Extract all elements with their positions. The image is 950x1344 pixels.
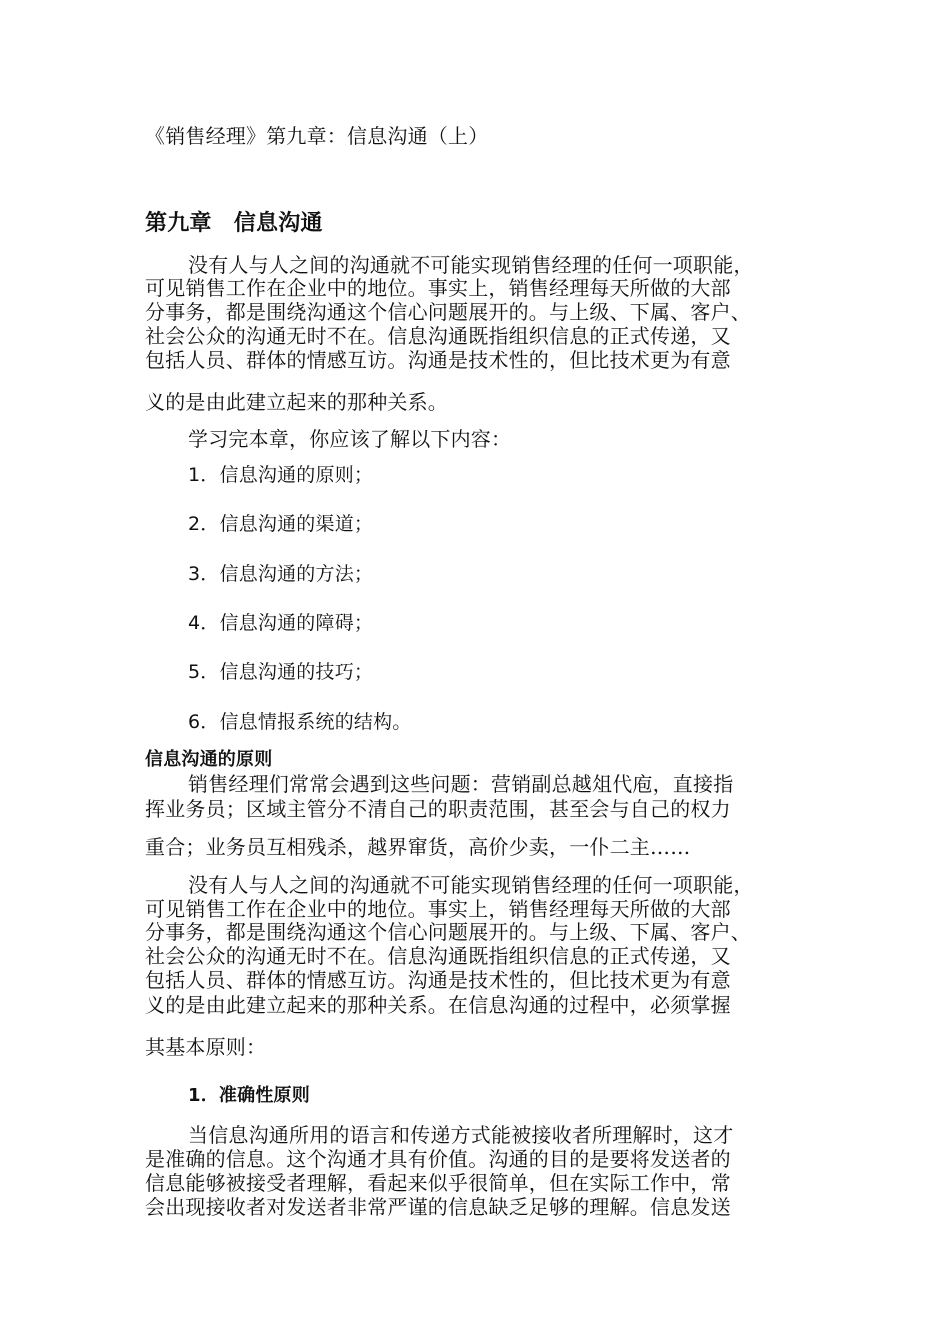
list-text: 信息情报系统的结构。 — [219, 711, 412, 733]
section-heading: 信息沟通的原则 — [145, 749, 273, 770]
list-number: 4． — [188, 612, 220, 634]
principles-line: 社会公众的沟通无时不在。信息沟通既指组织信息的正式传递，又 — [145, 944, 731, 968]
learning-intro: 学习完本章，你应该了解以下内容： — [188, 427, 512, 451]
problems-line: 挥业务员；区域主管分不清自己的职责范围，甚至会与自己的权力 — [145, 797, 731, 821]
learning-item — [188, 463, 373, 487]
document-title: 《销售经理》第九章：信息沟通（上） — [145, 124, 489, 148]
principles-line: 分事务，都是围绕沟通这个信心问题展开的。与上级、下属、客户、 — [145, 920, 751, 944]
learning-item — [188, 660, 373, 684]
list-text: 信息沟通的渠道； — [219, 513, 374, 535]
learning-item — [188, 710, 412, 734]
accuracy-line: 是准确的信息。这个沟通才具有价值。沟通的目的是要将发送者的 — [145, 1147, 731, 1171]
list-text: 信息沟通的原则； — [219, 464, 374, 486]
learning-item — [188, 611, 373, 635]
principles-line: 没有人与人之间的沟通就不可能实现销售经理的任何一项职能， — [188, 873, 754, 897]
principles-line: 可见销售工作在企业中的地位。事实上，销售经理每天所做的大部 — [145, 897, 731, 921]
problems-line: 销售经理们常常会遇到这些问题：营销副总越俎代庖，直接指 — [188, 772, 734, 796]
list-number: 6． — [188, 711, 220, 733]
list-number: 3． — [188, 563, 220, 585]
accuracy-line: 当信息沟通所用的语言和传递方式能被接收者所理解时，这才 — [188, 1123, 734, 1147]
list-text: 信息沟通的技巧； — [219, 661, 374, 683]
subsection-heading: 1．准确性原则 — [188, 1085, 310, 1106]
list-text: 信息沟通的方法； — [219, 563, 374, 585]
intro-line: 没有人与人之间的沟通就不可能实现销售经理的任何一项职能， — [188, 253, 754, 277]
principles-line: 包括人员、群体的情感互访。沟通是技术性的，但比技术更为有意 — [145, 968, 731, 992]
accuracy-line: 信息能够被接受者理解，看起来似乎很简单，但在实际工作中，常 — [145, 1171, 731, 1195]
learning-item — [188, 562, 373, 586]
accuracy-line: 会出现接收者对发送者非常严谨的信息缺乏足够的理解。信息发送 — [145, 1195, 731, 1219]
principles-line: 义的是由此建立起来的那种关系。在信息沟通的过程中，必须掌握 — [145, 993, 731, 1017]
list-number: 5． — [188, 661, 220, 683]
problems-line: 重合；业务员互相残杀，越界窜货，高价少卖，一仆二主…… — [145, 835, 691, 859]
intro-line: 义的是由此建立起来的那种关系。 — [145, 390, 448, 414]
learning-item — [188, 512, 373, 536]
intro-line: 包括人员、群体的情感互访。沟通是技术性的，但比技术更为有意 — [145, 348, 731, 372]
chapter-heading: 第九章 信息沟通 — [145, 211, 323, 236]
list-number: 1． — [188, 464, 220, 486]
principles-line: 其基本原则： — [145, 1035, 267, 1059]
intro-line: 社会公众的沟通无时不在。信息沟通既指组织信息的正式传递，又 — [145, 324, 731, 348]
list-text: 信息沟通的障碍； — [219, 612, 374, 634]
list-number: 2． — [188, 513, 220, 535]
intro-line: 可见销售工作在企业中的地位。事实上，销售经理每天所做的大部 — [145, 276, 731, 300]
intro-line: 分事务，都是围绕沟通这个信心问题展开的。与上级、下属、客户、 — [145, 300, 751, 324]
